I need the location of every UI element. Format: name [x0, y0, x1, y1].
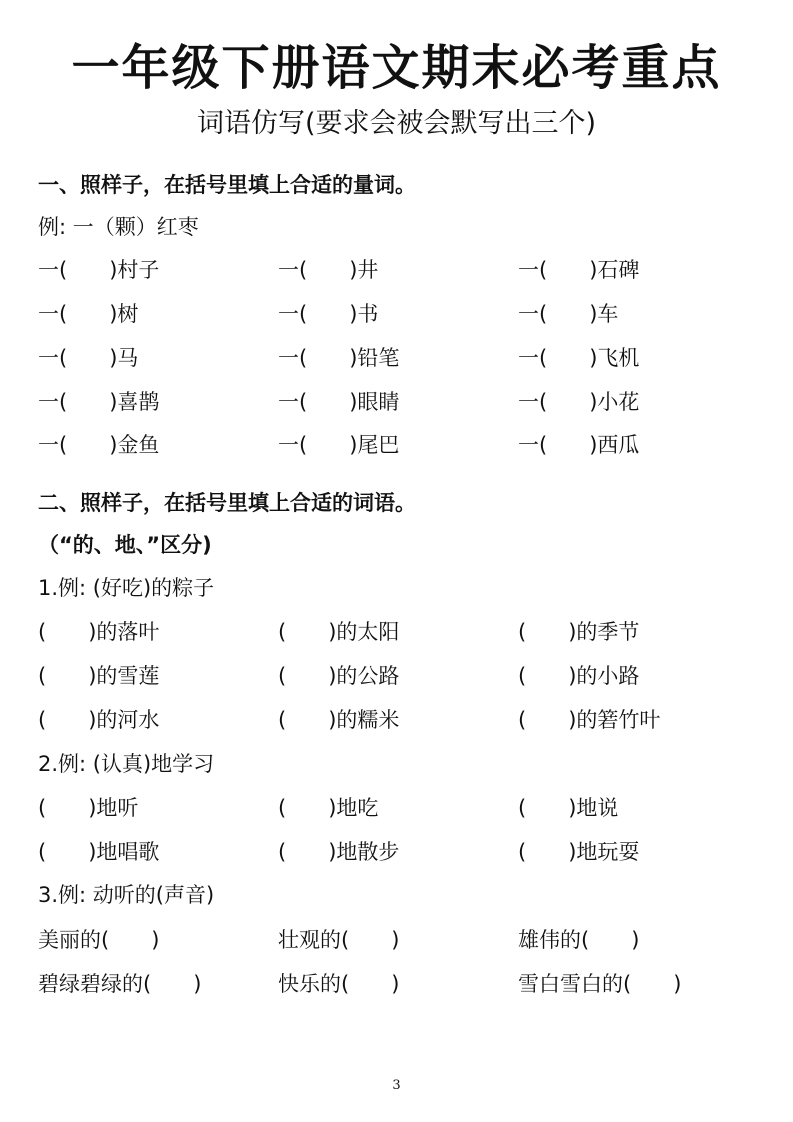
exercise-item: 一( )金鱼	[38, 433, 160, 457]
part1-row	[38, 660, 758, 692]
exercise-item: 一( )西瓜	[518, 433, 640, 457]
exercise-item: 雪白雪白的( )	[518, 972, 682, 996]
exercise-item: 一( )石碑	[518, 258, 640, 282]
section1-example: 例: 一（颗）红枣	[38, 215, 199, 239]
exercise-item: ( )地说	[518, 796, 619, 820]
part3-row	[38, 924, 758, 956]
exercise-item: ( )地吃	[278, 796, 379, 820]
exercise-item: 雄伟的( )	[518, 928, 640, 952]
page-subtitle: 词语仿写(要求会被会默写出三个)	[196, 108, 597, 139]
section1-row	[38, 254, 758, 286]
exercise-item: 美丽的( )	[38, 928, 160, 952]
exercise-item: ( )的雪莲	[38, 664, 160, 688]
exercise-item: 一( )树	[38, 302, 139, 326]
section1-row	[38, 342, 758, 374]
part3-row	[38, 968, 758, 1000]
exercise-item: 一( )村子	[38, 258, 160, 282]
exercise-item: 一( )眼睛	[278, 390, 400, 414]
part2-example: 2.例: (认真)地学习	[38, 752, 215, 776]
exercise-item: 一( )小花	[518, 390, 640, 414]
section1-heading: 一、照样子，在括号里填上合适的量词。	[38, 173, 416, 197]
section2-note: （“的、地、”区分)	[38, 533, 212, 557]
part2-row	[38, 836, 758, 868]
exercise-item: ( )地唱歌	[38, 840, 160, 864]
part1-example: 1.例: (好吃)的粽子	[38, 576, 215, 600]
part1-row	[38, 704, 758, 736]
exercise-item: 一( )铅笔	[278, 346, 400, 370]
exercise-item: ( )地散步	[278, 840, 400, 864]
page-number: 3	[392, 1078, 401, 1093]
exercise-item: ( )的箬竹叶	[518, 708, 661, 732]
exercise-item: 一( )井	[278, 258, 379, 282]
exercise-item: ( )的公路	[278, 664, 400, 688]
exercise-item: ( )地听	[38, 796, 139, 820]
exercise-item: 一( )书	[278, 302, 379, 326]
exercise-item: 碧绿碧绿的( )	[38, 972, 202, 996]
part3-example: 3.例: 动听的(声音)	[38, 883, 215, 907]
exercise-item: 一( )飞机	[518, 346, 640, 370]
exercise-item: 一( )马	[38, 346, 139, 370]
exercise-item: ( )的落叶	[38, 620, 160, 644]
exercise-item: ( )地玩耍	[518, 840, 640, 864]
exercise-item: 快乐的( )	[278, 972, 400, 996]
page-title: 一年级下册语文期末必考重点	[71, 40, 722, 96]
part1-row	[38, 616, 758, 648]
exercise-item: 一( )喜鹊	[38, 390, 160, 414]
section1-row	[38, 298, 758, 330]
part2-row	[38, 792, 758, 824]
exercise-item: 一( )尾巴	[278, 433, 400, 457]
exercise-item: 一( )车	[518, 302, 619, 326]
section1-row	[38, 429, 758, 461]
section1-row	[38, 386, 758, 418]
exercise-item: ( )的河水	[38, 708, 160, 732]
exercise-item: ( )的小路	[518, 664, 640, 688]
exercise-item: 壮观的( )	[278, 928, 400, 952]
exercise-item: ( )的糯米	[278, 708, 400, 732]
section2-heading: 二、照样子，在括号里填上合适的词语。	[38, 491, 416, 515]
exercise-item: ( )的季节	[518, 620, 640, 644]
exercise-item: ( )的太阳	[278, 620, 400, 644]
